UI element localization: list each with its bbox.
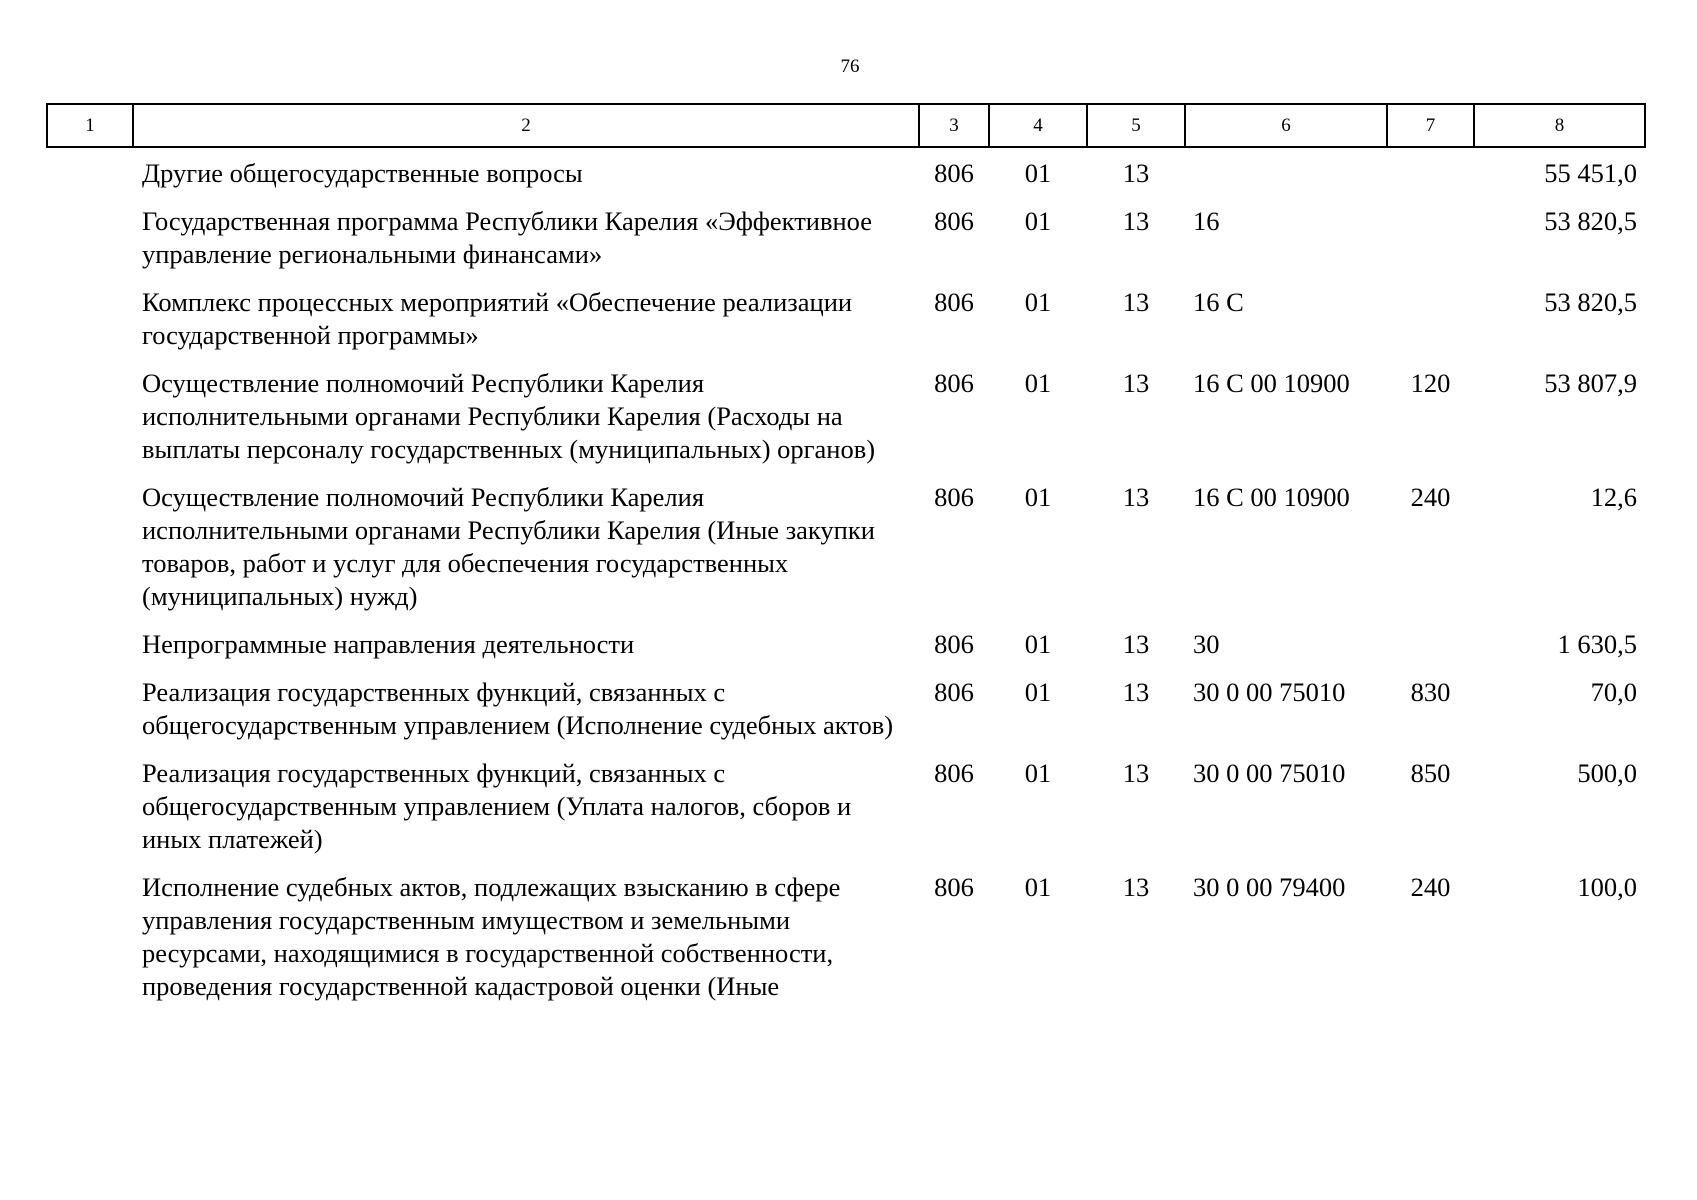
row-index-cell: [47, 754, 133, 868]
row-ministry-code: 806: [934, 158, 974, 188]
row-ministry-code: 806: [934, 482, 974, 512]
row-subsection-code: 13: [1122, 368, 1150, 398]
row-subsection-code: 13: [1122, 629, 1150, 659]
row-amount: 53 807,9: [1544, 368, 1637, 398]
row-section-code: 01: [1024, 158, 1052, 188]
column-number-header: [47, 104, 1645, 147]
column-number-5: 5: [1087, 104, 1185, 147]
row-target-code: 16: [1193, 206, 1220, 236]
row-ministry-code: 806: [934, 368, 974, 398]
row-index-cell: [47, 147, 133, 202]
row-index-cell: [47, 673, 133, 754]
row-target-code: 30: [1193, 629, 1220, 659]
table-row: [47, 147, 1645, 202]
row-target-code: 30 0 00 75010: [1193, 677, 1346, 707]
table-row: [47, 754, 1645, 868]
row-ministry-code: 806: [934, 206, 974, 236]
table-row: [47, 364, 1645, 478]
row-section-code: 01: [1024, 629, 1052, 659]
column-number-8: 8: [1474, 104, 1645, 147]
column-number-7: 7: [1387, 104, 1474, 147]
row-target-code: [1185, 147, 1387, 202]
row-name: Другие общегосударственные вопросы: [142, 158, 583, 188]
row-index-cell: [47, 364, 133, 478]
row-ministry-code: 806: [934, 872, 974, 902]
row-expense-type: 850: [1410, 758, 1451, 788]
table-row: [47, 283, 1645, 364]
row-name: Непрограммные направления деятельности: [142, 629, 635, 659]
row-name: Реализация государственных функций, связанных с общегосударственным управлением (Уплата налогов, сборов и иных платежей): [142, 758, 852, 854]
column-number-6: 6: [1185, 104, 1387, 147]
row-expense-type: [1387, 625, 1474, 673]
row-ministry-code: 806: [934, 287, 974, 317]
row-index-cell: [47, 202, 133, 283]
row-index-cell: [47, 283, 133, 364]
table-row: [47, 625, 1645, 673]
row-section-code: 01: [1024, 206, 1052, 236]
row-expense-type: [1387, 147, 1474, 202]
row-section-code: 01: [1024, 368, 1052, 398]
row-amount: 55 451,0: [1544, 158, 1637, 188]
page-number: 76: [840, 56, 860, 77]
row-name: Осуществление полномочий Республики Карелия исполнительными органами Республики Карелия (Иные закупки товаров, работ и услуг для обеспечения государственных (муниципальных) нужд): [142, 482, 875, 611]
row-amount: 70,0: [1590, 677, 1637, 707]
row-subsection-code: 13: [1122, 158, 1150, 188]
row-subsection-code: 13: [1122, 677, 1150, 707]
row-subsection-code: 13: [1122, 758, 1150, 788]
row-section-code: 01: [1024, 758, 1052, 788]
row-expense-type: 240: [1410, 872, 1451, 902]
row-ministry-code: 806: [934, 677, 974, 707]
row-expense-type: 240: [1410, 482, 1451, 512]
row-target-code: 16 С 00 10900: [1193, 482, 1350, 512]
table-row: [47, 202, 1645, 283]
row-name: Осуществление полномочий Республики Карелия исполнительными органами Республики Карелия (Расходы на выплаты персоналу государственных (муниципальных) органов): [142, 368, 876, 464]
budget-table: [46, 103, 1646, 1015]
row-expense-type: 830: [1410, 677, 1451, 707]
column-number-4: 4: [989, 104, 1087, 147]
row-expense-type: 120: [1410, 368, 1451, 398]
row-name: Реализация государственных функций, связанных с общегосударственным управлением (Исполнение судебных актов): [142, 677, 894, 740]
column-number-2: 2: [133, 104, 919, 147]
table-row: [47, 868, 1645, 1015]
row-amount: 53 820,5: [1544, 206, 1637, 236]
row-section-code: 01: [1024, 872, 1052, 902]
row-ministry-code: 806: [934, 629, 974, 659]
row-target-code: 16 С 00 10900: [1193, 368, 1350, 398]
row-index-cell: [47, 868, 133, 1015]
row-name: Комплекс процессных мероприятий «Обеспечение реализации государственной программы»: [142, 287, 853, 350]
row-name: Исполнение судебных актов, подлежащих взысканию в сфере управления государственным имуществом и земельными ресурсами, находящимися в государственной собственности, проведения государственной кадастровой оценки (Иные: [142, 872, 841, 1001]
column-number-3: 3: [919, 104, 989, 147]
row-subsection-code: 13: [1122, 872, 1150, 902]
row-index-cell: [47, 625, 133, 673]
row-ministry-code: 806: [934, 758, 974, 788]
row-target-code: 30 0 00 79400: [1193, 872, 1346, 902]
row-target-code: 16 С: [1193, 287, 1244, 317]
table-row: [47, 478, 1645, 625]
row-amount: 1 630,5: [1557, 629, 1637, 659]
row-expense-type: [1387, 283, 1474, 364]
row-expense-type: [1387, 202, 1474, 283]
row-amount: 12,6: [1590, 482, 1637, 512]
row-section-code: 01: [1024, 287, 1052, 317]
row-subsection-code: 13: [1122, 482, 1150, 512]
row-amount: 500,0: [1577, 758, 1637, 788]
column-number-1: 1: [47, 104, 133, 147]
row-subsection-code: 13: [1122, 287, 1150, 317]
table-row: [47, 673, 1645, 754]
row-subsection-code: 13: [1122, 206, 1150, 236]
row-amount: 100,0: [1577, 872, 1637, 902]
row-target-code: 30 0 00 75010: [1193, 758, 1346, 788]
row-section-code: 01: [1024, 482, 1052, 512]
row-amount: 53 820,5: [1544, 287, 1637, 317]
row-section-code: 01: [1024, 677, 1052, 707]
row-index-cell: [47, 478, 133, 625]
row-name: Государственная программа Республики Карелия «Эффективное управление региональными финансами»: [142, 206, 872, 269]
